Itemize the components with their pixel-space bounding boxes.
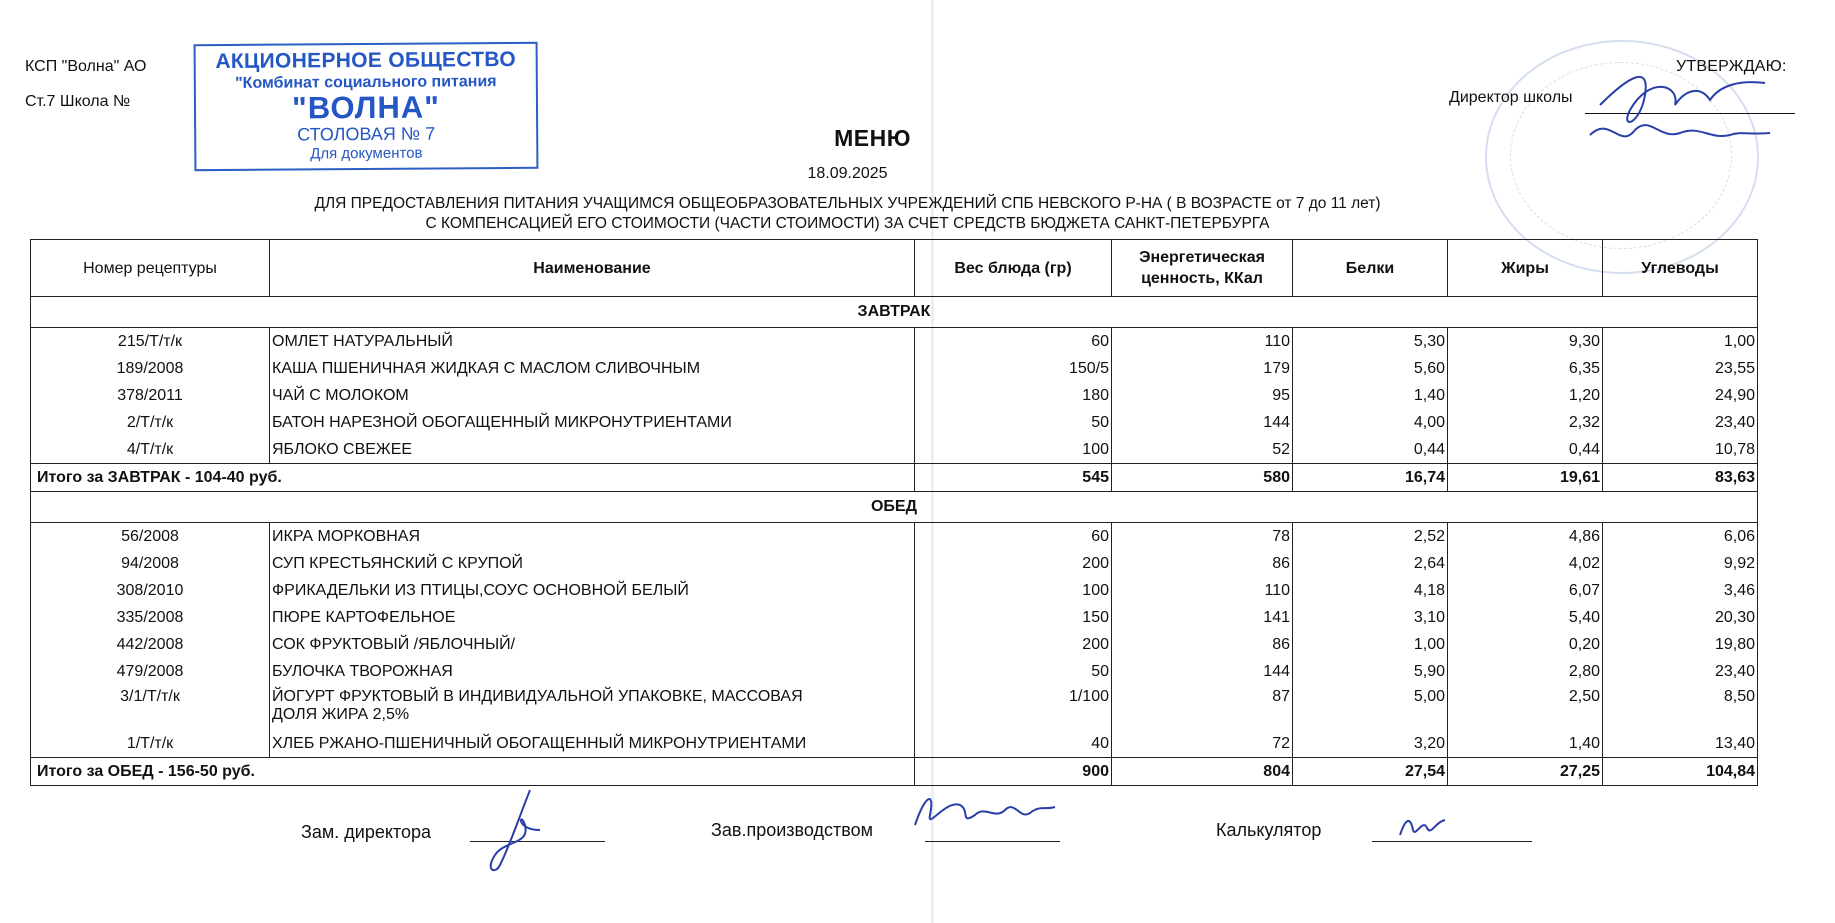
total-label: Итого за ЗАВТРАК - 104-40 руб. bbox=[31, 464, 915, 492]
total-carbs: 83,63 bbox=[1603, 464, 1758, 492]
cell-energy: 95 bbox=[1112, 382, 1293, 409]
cell-carbs: 19,80 bbox=[1603, 631, 1758, 658]
cell-energy: 72 bbox=[1112, 730, 1293, 758]
cell-protein: 5,60 bbox=[1293, 355, 1448, 382]
cell-code: 189/2008 bbox=[31, 355, 270, 382]
cell-name: БУЛОЧКА ТВОРОЖНАЯ bbox=[270, 658, 915, 685]
cell-energy: 144 bbox=[1112, 658, 1293, 685]
cell-protein: 5,00 bbox=[1293, 685, 1448, 730]
production-head-label: Зав.производством bbox=[711, 820, 873, 840]
organization-unit: Ст.7 Школа № bbox=[25, 93, 131, 110]
table-row bbox=[31, 685, 1758, 730]
cell-energy: 52 bbox=[1112, 436, 1293, 464]
cell-fat: 2,32 bbox=[1448, 409, 1603, 436]
section-title: ЗАВТРАК bbox=[31, 297, 1758, 328]
cell-protein: 5,90 bbox=[1293, 658, 1448, 685]
table-header-row bbox=[31, 240, 1758, 297]
cell-code: 2/Т/т/к bbox=[31, 409, 270, 436]
subtitle-line-1 bbox=[0, 195, 1835, 213]
production-signature bbox=[905, 785, 1065, 835]
cell-carbs: 6,06 bbox=[1603, 523, 1758, 551]
cell-carbs: 23,40 bbox=[1603, 409, 1758, 436]
cell-fat: 4,02 bbox=[1448, 550, 1603, 577]
cell-protein: 5,30 bbox=[1293, 328, 1448, 356]
total-row-lunch bbox=[31, 758, 1758, 786]
cell-weight: 200 bbox=[915, 631, 1112, 658]
cell-protein: 1,00 bbox=[1293, 631, 1448, 658]
cell-name-line-2: ДОЛЯ ЖИРА 2,5% bbox=[272, 706, 410, 723]
cell-code: 56/2008 bbox=[31, 523, 270, 551]
cell-name-line-1: ЙОГУРТ ФРУКТОВЫЙ В ИНДИВИДУАЛЬНОЙ УПАКОВКЕ, МАССОВАЯ bbox=[272, 688, 803, 705]
cell-weight: 100 bbox=[915, 436, 1112, 464]
subtitle-2-text: С КОМПЕНСАЦИЕЙ ЕГО СТОИМОСТИ (ЧАСТИ СТОИМОСТИ) ЗА СЧЕТ СРЕДСТВ БЮДЖЕТА САНКТ-ПЕТЕРБУРГА bbox=[425, 215, 1270, 232]
date-text: 18.09.2025 bbox=[807, 165, 888, 182]
cell-weight: 200 bbox=[915, 550, 1112, 577]
cell-code: 335/2008 bbox=[31, 604, 270, 631]
total-carbs: 104,84 bbox=[1603, 758, 1758, 786]
cell-fat: 1,20 bbox=[1448, 382, 1603, 409]
cell-fat: 5,40 bbox=[1448, 604, 1603, 631]
table-row bbox=[31, 328, 1758, 356]
document-date bbox=[0, 165, 1835, 183]
stamp-line-2: "Комбинат социального питания bbox=[235, 73, 497, 92]
cell-carbs: 8,50 bbox=[1603, 685, 1758, 730]
cell-code: 378/2011 bbox=[31, 382, 270, 409]
title-text: МЕНЮ bbox=[834, 125, 911, 151]
stamp-line-5: Для документов bbox=[310, 144, 423, 163]
cell-code: 215/Т/т/к bbox=[31, 328, 270, 356]
col-header-carbs: Углеводы bbox=[1603, 240, 1758, 297]
calculator-signature-line bbox=[1372, 841, 1532, 842]
cell-name: СУП КРЕСТЬЯНСКИЙ С КРУПОЙ bbox=[270, 550, 915, 577]
section-row-lunch bbox=[31, 492, 1758, 523]
total-energy: 580 bbox=[1112, 464, 1293, 492]
cell-carbs: 13,40 bbox=[1603, 730, 1758, 758]
cell-carbs: 3,46 bbox=[1603, 577, 1758, 604]
cell-energy: 78 bbox=[1112, 523, 1293, 551]
table-row bbox=[31, 382, 1758, 409]
cell-code: 308/2010 bbox=[31, 577, 270, 604]
subtitle-line-2 bbox=[0, 215, 1835, 233]
cell-fat: 6,35 bbox=[1448, 355, 1603, 382]
total-protein: 27,54 bbox=[1293, 758, 1448, 786]
cell-weight: 50 bbox=[915, 409, 1112, 436]
total-protein: 16,74 bbox=[1293, 464, 1448, 492]
cell-code: 4/Т/т/к bbox=[31, 436, 270, 464]
cell-protein: 2,64 bbox=[1293, 550, 1448, 577]
cell-energy: 86 bbox=[1112, 550, 1293, 577]
cell-code: 1/Т/т/к bbox=[31, 730, 270, 758]
cell-fat: 2,80 bbox=[1448, 658, 1603, 685]
cell-carbs: 10,78 bbox=[1603, 436, 1758, 464]
table-row bbox=[31, 550, 1758, 577]
cell-name: ФРИКАДЕЛЬКИ ИЗ ПТИЦЫ,СОУС ОСНОВНОЙ БЕЛЫЙ bbox=[270, 577, 915, 604]
cell-energy: 110 bbox=[1112, 328, 1293, 356]
table-row bbox=[31, 658, 1758, 685]
cell-protein: 0,44 bbox=[1293, 436, 1448, 464]
cell-protein: 4,00 bbox=[1293, 409, 1448, 436]
total-weight: 900 bbox=[915, 758, 1112, 786]
table-row bbox=[31, 409, 1758, 436]
cell-code: 442/2008 bbox=[31, 631, 270, 658]
total-weight: 545 bbox=[915, 464, 1112, 492]
calculator-signature bbox=[1395, 810, 1455, 840]
table-row bbox=[31, 577, 1758, 604]
document-title bbox=[0, 125, 1835, 152]
table-row bbox=[31, 631, 1758, 658]
cell-carbs: 1,00 bbox=[1603, 328, 1758, 356]
cell-weight: 150/5 bbox=[915, 355, 1112, 382]
cell-weight: 100 bbox=[915, 577, 1112, 604]
subtitle-1-text: ДЛЯ ПРЕДОСТАВЛЕНИЯ ПИТАНИЯ УЧАЩИМСЯ ОБЩЕОБРАЗОВАТЕЛЬНЫХ УЧРЕЖДЕНИЙ СПБ НЕВСКОГО Р-НА ( В ВОЗРАСТЕ от 7 до 11 лет) bbox=[314, 195, 1381, 212]
cell-carbs: 23,40 bbox=[1603, 658, 1758, 685]
cell-carbs: 24,90 bbox=[1603, 382, 1758, 409]
cell-name: ИКРА МОРКОВНАЯ bbox=[270, 523, 915, 551]
cell-name: ХЛЕБ РЖАНО-ПШЕНИЧНЫЙ ОБОГАЩЕННЫЙ МИКРОНУТРИЕНТАМИ bbox=[270, 730, 915, 758]
table-row bbox=[31, 730, 1758, 758]
cell-energy: 110 bbox=[1112, 577, 1293, 604]
director-label: Директор школы bbox=[1449, 89, 1573, 106]
table-row bbox=[31, 604, 1758, 631]
stamp-line-1: АКЦИОНЕРНОЕ ОБЩЕСТВО bbox=[215, 47, 517, 74]
cell-code: 94/2008 bbox=[31, 550, 270, 577]
total-row-breakfast bbox=[31, 464, 1758, 492]
cell-fat: 0,20 bbox=[1448, 631, 1603, 658]
col-header-name: Наименование bbox=[270, 240, 915, 297]
cell-weight: 150 bbox=[915, 604, 1112, 631]
col-header-protein: Белки bbox=[1293, 240, 1448, 297]
deputy-director-label: Зам. директора bbox=[301, 822, 431, 842]
cell-weight: 1/100 bbox=[915, 685, 1112, 730]
table-row bbox=[31, 355, 1758, 382]
col-header-energy: Энергетическая ценность, ККал bbox=[1112, 240, 1293, 297]
cell-energy: 86 bbox=[1112, 631, 1293, 658]
cell-protein: 3,20 bbox=[1293, 730, 1448, 758]
cell-weight: 180 bbox=[915, 382, 1112, 409]
cell-name: СОК ФРУКТОВЫЙ /ЯБЛОЧНЫЙ/ bbox=[270, 631, 915, 658]
total-label: Итого за ОБЕД - 156-50 руб. bbox=[31, 758, 915, 786]
calculator-label: Калькулятор bbox=[1216, 820, 1322, 840]
cell-weight: 40 bbox=[915, 730, 1112, 758]
cell-energy: 179 bbox=[1112, 355, 1293, 382]
cell-carbs: 20,30 bbox=[1603, 604, 1758, 631]
cell-fat: 2,50 bbox=[1448, 685, 1603, 730]
col-header-code: Номер рецептуры bbox=[31, 240, 270, 297]
cell-weight: 50 bbox=[915, 658, 1112, 685]
cell-protein: 4,18 bbox=[1293, 577, 1448, 604]
cell-name bbox=[270, 685, 915, 730]
table-row bbox=[31, 523, 1758, 551]
cell-carbs: 23,55 bbox=[1603, 355, 1758, 382]
section-row-breakfast bbox=[31, 297, 1758, 328]
total-fat: 19,61 bbox=[1448, 464, 1603, 492]
cell-name: КАША ПШЕНИЧНАЯ ЖИДКАЯ С МАСЛОМ СЛИВОЧНЫМ bbox=[270, 355, 915, 382]
cell-energy: 144 bbox=[1112, 409, 1293, 436]
section-title: ОБЕД bbox=[31, 492, 1758, 523]
cell-energy: 141 bbox=[1112, 604, 1293, 631]
cell-code: 479/2008 bbox=[31, 658, 270, 685]
col-header-fat: Жиры bbox=[1448, 240, 1603, 297]
cell-fat: 0,44 bbox=[1448, 436, 1603, 464]
stamp-line-3: "ВОЛНА" bbox=[291, 89, 441, 126]
cell-protein: 1,40 bbox=[1293, 382, 1448, 409]
total-energy: 804 bbox=[1112, 758, 1293, 786]
col-header-weight: Вес блюда (гр) bbox=[915, 240, 1112, 297]
cell-protein: 2,52 bbox=[1293, 523, 1448, 551]
cell-energy: 87 bbox=[1112, 685, 1293, 730]
cell-weight: 60 bbox=[915, 328, 1112, 356]
cell-name: ОМЛЕТ НАТУРАЛЬНЫЙ bbox=[270, 328, 915, 356]
cell-fat: 6,07 bbox=[1448, 577, 1603, 604]
approve-label: УТВЕРЖДАЮ: bbox=[1676, 58, 1787, 75]
cell-fat: 9,30 bbox=[1448, 328, 1603, 356]
cell-weight: 60 bbox=[915, 523, 1112, 551]
table-row bbox=[31, 436, 1758, 464]
organization-name: КСП "Волна" АО bbox=[25, 58, 147, 75]
stamp-line-4: СТОЛОВАЯ № 7 bbox=[297, 123, 436, 145]
total-fat: 27,25 bbox=[1448, 758, 1603, 786]
production-signature-line bbox=[925, 841, 1060, 842]
menu-table bbox=[30, 239, 1758, 786]
cell-code: 3/1/Т/т/к bbox=[31, 685, 270, 730]
cell-fat: 1,40 bbox=[1448, 730, 1603, 758]
cell-name: ПЮРЕ КАРТОФЕЛЬНОЕ bbox=[270, 604, 915, 631]
cell-name: ЧАЙ С МОЛОКОМ bbox=[270, 382, 915, 409]
cell-fat: 4,86 bbox=[1448, 523, 1603, 551]
cell-name: БАТОН НАРЕЗНОЙ ОБОГАЩЕННЫЙ МИКРОНУТРИЕНТАМИ bbox=[270, 409, 915, 436]
cell-carbs: 9,92 bbox=[1603, 550, 1758, 577]
deputy-signature bbox=[470, 785, 550, 875]
cell-protein: 3,10 bbox=[1293, 604, 1448, 631]
cell-name: ЯБЛОКО СВЕЖЕЕ bbox=[270, 436, 915, 464]
